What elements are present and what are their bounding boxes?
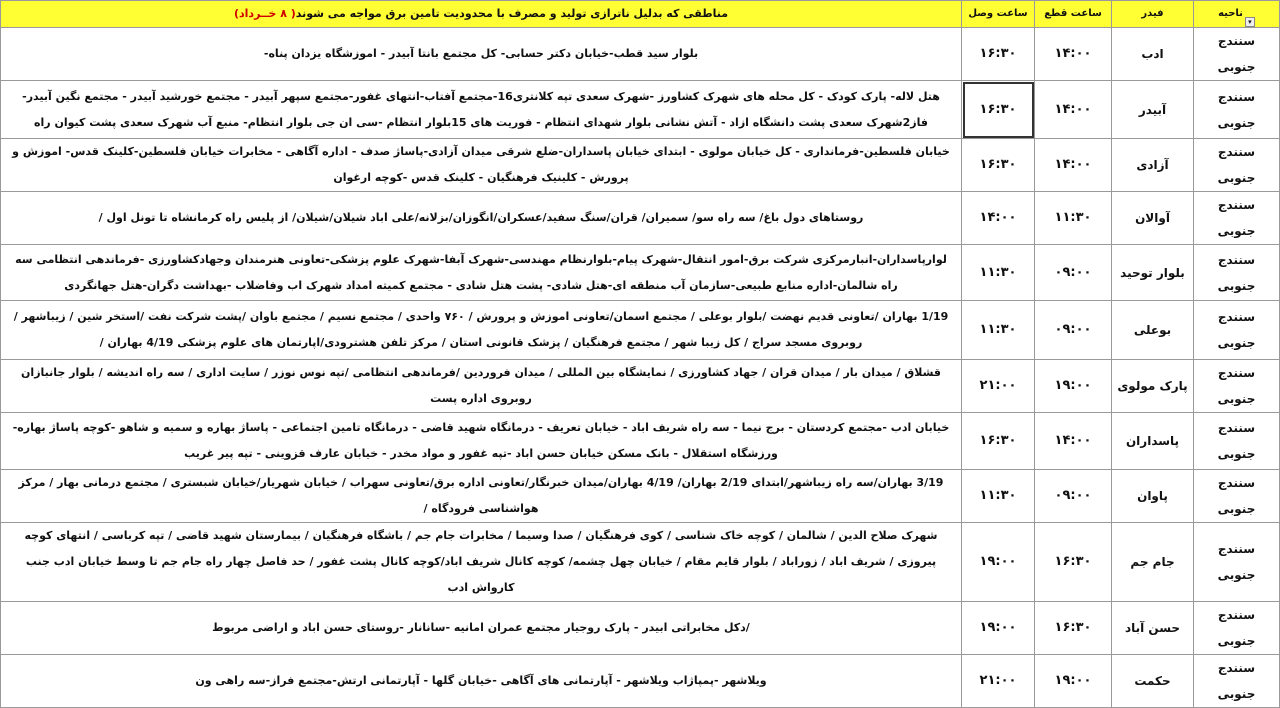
connect-time-cell[interactable]: ۱۶:۳۰ bbox=[962, 139, 1035, 192]
table-row bbox=[1, 28, 1280, 81]
feeder-cell[interactable]: آزادی bbox=[1112, 139, 1194, 192]
feeder-cell[interactable]: جام جم bbox=[1112, 523, 1194, 602]
connect-time-cell[interactable]: ۱۹:۰۰ bbox=[962, 602, 1035, 655]
affected-areas-cell[interactable]: هتل لاله- پارک کودک - کل محله های شهرک کشاورز -شهرک سعدی تپه کلانتری16-مجتمع آفتاب-انتهای غفور-مجتمع سپهر آبیدر - مجتمع خورشید آبیدر - مجتمع نگین آبیدر-فاز2شهرک سعدی پشت دانشگاه ازاد - آتش نشانی بلوار شهدای انتظام - فوریت های 15بلوار انتظام -سی ان جی بلوار انتظام- منبع آب شهرک سعدی پشت کیوان راه bbox=[1, 81, 962, 139]
affected-areas-cell[interactable]: قشلاق / میدان بار / میدان قران / جهاد کشاورزی / نمایشگاه بین المللی / میدان فروردین /فرماندهی انتظامی /تپه نوس نوزر / سایت اداری / سه راه اندیشه / بلوار جانبازان روبروی اداره پست bbox=[1, 360, 962, 413]
feeder-cell[interactable]: پاوان bbox=[1112, 470, 1194, 523]
table-row bbox=[1, 139, 1280, 192]
cut-time-cell[interactable]: ۱۱:۳۰ bbox=[1035, 192, 1112, 245]
region-cell[interactable]: سنندج جنوبی bbox=[1194, 81, 1280, 139]
title-date: ( ۸ خــرداد) bbox=[233, 7, 296, 20]
cut-time-cell[interactable]: ۰۹:۰۰ bbox=[1035, 245, 1112, 301]
table-row bbox=[1, 523, 1280, 602]
feeder-cell[interactable]: آبیدر bbox=[1112, 81, 1194, 139]
affected-areas-cell[interactable]: /دکل مخابراتی ابیدر - پارک روجیار مجتمع عمران امانیه -سانانار -روستای حسن اباد و اراضی مربوط bbox=[1, 602, 962, 655]
cut-time-cell[interactable]: ۱۹:۰۰ bbox=[1035, 655, 1112, 708]
affected-areas-cell[interactable]: 3/19 بهاران/سه راه زیباشهر/ابتدای 2/19 بهاران/ 4/19 بهاران/میدان خبرنگار/تعاونی اداره برق/تعاونی سهراب / خیابان شهریار/خیابان شبستری / مجتمع درمانی بهار / مرکز هواشناسی فرودگاه / bbox=[1, 470, 962, 523]
feeder-cell[interactable]: پاسداران bbox=[1112, 413, 1194, 470]
table-row bbox=[1, 655, 1280, 708]
cut-time-cell[interactable]: ۱۶:۳۰ bbox=[1035, 523, 1112, 602]
region-cell[interactable]: سنندج جنوبی bbox=[1194, 655, 1280, 708]
header-region[interactable]: ▾ناحیه bbox=[1194, 1, 1280, 28]
connect-time-cell[interactable]: ۱۶:۳۰ bbox=[962, 28, 1035, 81]
connect-time-cell[interactable]: ۱۱:۳۰ bbox=[962, 470, 1035, 523]
region-cell[interactable]: سنندج جنوبی bbox=[1194, 139, 1280, 192]
region-cell[interactable]: سنندج جنوبی bbox=[1194, 413, 1280, 470]
feeder-cell[interactable]: آوالان bbox=[1112, 192, 1194, 245]
cut-time-cell[interactable]: ۰۹:۰۰ bbox=[1035, 470, 1112, 523]
table-row bbox=[1, 81, 1280, 139]
feeder-cell[interactable]: حسن آباد bbox=[1112, 602, 1194, 655]
cut-time-cell[interactable]: ۱۴:۰۰ bbox=[1035, 139, 1112, 192]
cut-time-cell[interactable]: ۱۴:۰۰ bbox=[1035, 28, 1112, 81]
affected-areas-cell[interactable]: 1/19 بهاران /تعاونی قدیم نهضت /بلوار بوعلی / مجتمع اسمان/تعاونی اموزش و پرورش / ۷۶۰ واحدی / مجتمع نسیم / مجتمع باوان /پشت شرکت نفت /استخر شین / زیباشهر / روبروی مسجد سراج / کل زیبا شهر / مجتمع فرهنگیان / پزشک قانونی استان / مرکز تلفن هشترودی/اپارتمان های علوم پزشکی 4/19 بهاران / bbox=[1, 301, 962, 360]
cut-time-cell[interactable]: ۰۹:۰۰ bbox=[1035, 301, 1112, 360]
region-cell[interactable]: سنندج جنوبی bbox=[1194, 360, 1280, 413]
header-connect-time: ساعت وصل bbox=[962, 1, 1035, 28]
cut-time-cell[interactable]: ۱۹:۰۰ bbox=[1035, 360, 1112, 413]
region-cell[interactable]: سنندج جنوبی bbox=[1194, 602, 1280, 655]
region-cell[interactable]: سنندج جنوبی bbox=[1194, 470, 1280, 523]
table-row bbox=[1, 602, 1280, 655]
table-row bbox=[1, 470, 1280, 523]
feeder-cell[interactable]: حکمت bbox=[1112, 655, 1194, 708]
region-cell[interactable]: سنندج جنوبی bbox=[1194, 28, 1280, 81]
title-text: مناطقی که بدلیل ناترازی تولید و مصرف با محدودیت تامین برق مواجه می شوند bbox=[295, 7, 729, 20]
header-feeder: فیدر bbox=[1112, 1, 1194, 28]
connect-time-cell[interactable]: ۱۱:۳۰ bbox=[962, 245, 1035, 301]
table-row bbox=[1, 360, 1280, 413]
affected-areas-cell[interactable]: لوارپاسداران-انبارمرکزی شرکت برق-امور انتقال-شهرک پیام-بلوارنظام مهندسی-شهرک آبفا-شهرک علوم پزشکی-تعاونی هنرمندان وجهادکشاورزی -فرماندهی انتظامی سه راه شالمان-اداره منابع طبیعی-سازمان آب منطقه ای-هتل شادی- پشت هتل شادی - مجتمع کمیته امداد شهرک اب وفاضلاب -بهداشت دگران-هتل جهانگردی bbox=[1, 245, 962, 301]
connect-time-cell[interactable]: ۱۴:۰۰ bbox=[962, 192, 1035, 245]
table-row bbox=[1, 413, 1280, 470]
region-cell[interactable]: سنندج جنوبی bbox=[1194, 192, 1280, 245]
feeder-cell[interactable]: پارک مولوی bbox=[1112, 360, 1194, 413]
region-cell[interactable]: سنندج جنوبی bbox=[1194, 301, 1280, 360]
affected-areas-cell[interactable]: خیابان ادب -مجتمع کردستان - برج نیما - سه راه شریف اباد - خیابان تعریف - درمانگاه شهید قاضی - درمانگاه تامین اجتماعی - پاساژ بهاره و سمیه و شاهو -کوچه پاساژ بهاره-ورزشگاه استقلال - بانک مسکن خیابان حسن اباد -تپه غفور و مواد مخدر - خیابان عارف قزوینی - تپه پیر غریب bbox=[1, 413, 962, 470]
region-cell[interactable]: سنندج جنوبی bbox=[1194, 523, 1280, 602]
affected-areas-cell[interactable]: ویلاشهر -پمپاژاب ویلاشهر - آپارتمانی های آگاهی -خیابان گلها - آپارتمانی ارتش-مجتمع فراز-سه راهی ون bbox=[1, 655, 962, 708]
connect-time-cell[interactable]: ۱۶:۳۰ bbox=[962, 81, 1035, 139]
affected-areas-cell[interactable]: روستاهای دول باغ/ سه راه سو/ سمیران/ قران/سنگ سفید/عسکران/انگوزان/بزلانه/علی اباد شیلان/شیلان/ از پلیس راه کرمانشاه تا تونل اول / bbox=[1, 192, 962, 245]
connect-time-cell[interactable]: ۱۱:۳۰ bbox=[962, 301, 1035, 360]
table-row bbox=[1, 245, 1280, 301]
affected-areas-cell[interactable]: شهرک صلاح الدین / شالمان / کوچه خاک شناسی / کوی فرهنگیان / صدا وسیما / مخابرات جام جم / باشگاه فرهنگیان / بیمارستان شهید قاضی / تپه کرباسی / انتهای کوچه پیروزی / شریف اباد / زوراباد / بلوار قایم مقام / خیابان چهل چشمه/ کوچه کانال شریف اباد/کوچه کانال پشت غفور / حد فاصل چهار راه جام جم تا وسط خیابان ادب جنب کارواش ادب bbox=[1, 523, 962, 602]
affected-areas-cell[interactable]: خیابان فلسطین-فرمانداری - کل خیابان مولوی - ابتدای خیابان پاسداران-ضلع شرقی میدان آزادی-پاساژ صدف - اداره آگاهی - مخابرات خیابان فلسطین-کلینک قدس- اموزش و پرورش - کلینیک فرهنگیان - کلینک قدس -کوچه ارغوان bbox=[1, 139, 962, 192]
table-row bbox=[1, 192, 1280, 245]
connect-time-cell[interactable]: ۲۱:۰۰ bbox=[962, 360, 1035, 413]
feeder-cell[interactable]: بوعلی bbox=[1112, 301, 1194, 360]
cut-time-cell[interactable]: ۱۶:۳۰ bbox=[1035, 602, 1112, 655]
table-title bbox=[1, 1, 962, 28]
affected-areas-cell[interactable]: بلوار سید قطب-خیابان دکتر حسابی- کل مجتمع بانتا آبیدر - اموزشگاه یزدان پناه- bbox=[1, 28, 962, 81]
region-cell[interactable]: سنندج جنوبی bbox=[1194, 245, 1280, 301]
feeder-cell[interactable]: بلوار توحید bbox=[1112, 245, 1194, 301]
connect-time-cell[interactable]: ۱۶:۳۰ bbox=[962, 413, 1035, 470]
connect-time-cell[interactable]: ۱۹:۰۰ bbox=[962, 523, 1035, 602]
cut-time-cell[interactable]: ۱۴:۰۰ bbox=[1035, 413, 1112, 470]
header-row bbox=[1, 1, 1280, 28]
filter-dropdown-icon[interactable]: ▾ bbox=[1245, 17, 1255, 27]
cut-time-cell[interactable]: ۱۴:۰۰ bbox=[1035, 81, 1112, 139]
table-row bbox=[1, 301, 1280, 360]
header-cut-time: ساعت قطع bbox=[1035, 1, 1112, 28]
feeder-cell[interactable]: ادب bbox=[1112, 28, 1194, 81]
connect-time-cell[interactable]: ۲۱:۰۰ bbox=[962, 655, 1035, 708]
